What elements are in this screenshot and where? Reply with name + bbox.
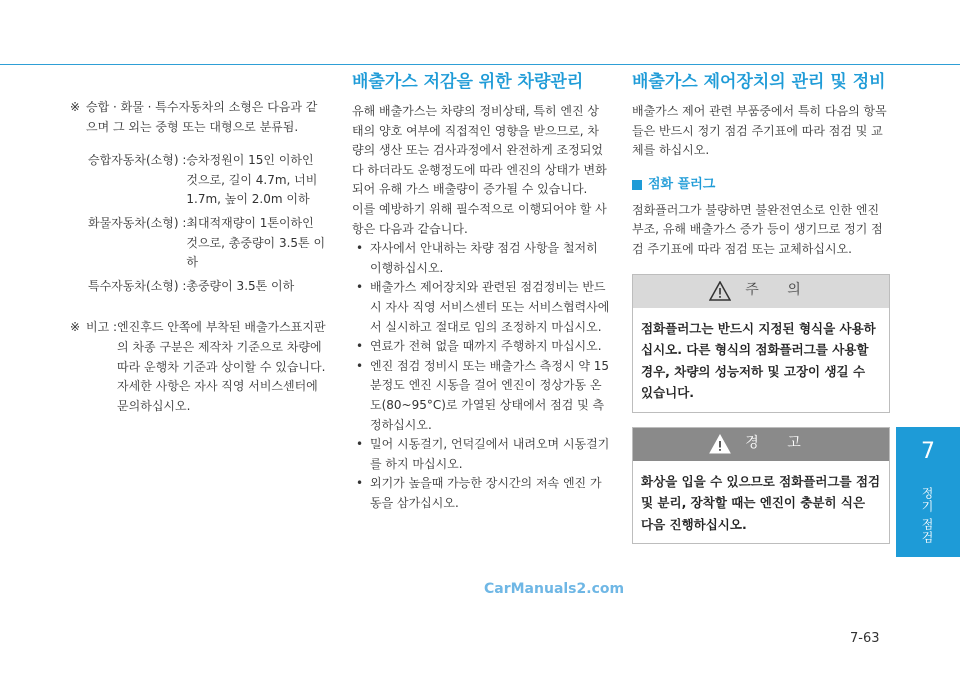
section-heading: 배출가스 제어장치의 관리 및 정비 [632,72,886,92]
list-item [352,474,610,513]
list-item [352,278,610,337]
spec-label: 승합자동차(소형) : [88,153,187,168]
paragraph: 이를 예방하기 위해 필수적으로 이행되어야 할 사항은 다음과 같습니다. [352,201,607,236]
chapter-number: 7 [921,439,935,464]
watermark: CarManuals2.com [484,581,625,597]
remark-text-1: 엔진후드 안쪽에 부착된 배출가스표지판의 차종 구분은 제작차 기준으로 차량에 따라 운행차 기준과 상이할 수 있습니다. [117,320,326,374]
bullet-mark: • [356,358,364,373]
remark-body [117,318,328,416]
list-item [352,357,610,435]
middle-column [352,70,610,513]
section-heading: 배출가스 저감을 위한 차량관리 [352,72,584,92]
paragraph: 배출가스 제어 관련 부품중에서 특히 다음의 항목들은 반드시 정기 점검 주기표에 따라 점검 및 교체를 하십시오. [632,104,887,158]
right-column [632,70,890,544]
chapter-label: 정기 점검 [920,487,934,544]
list-item-text: 외기가 높을때 가능한 장시간의 저속 엔진 가동을 삼가십시오. [370,476,602,510]
list-item [352,337,610,357]
spec-text: 최대적재량이 1톤이하인 것으로, 총중량이 3.5톤 이하 [186,215,326,270]
subsection-heading-text: 점화 플러그 [648,176,716,192]
list-item-text: 연료가 전혀 없을 때까지 주행하지 마십시오. [370,339,602,354]
square-bullet-icon [632,180,642,190]
paragraph: 점화플러그가 불량하면 불완전연소로 인한 엔진부조, 유해 배출가스 증가 등이 생기므로 정기 점검 주기표에 따라 점검 또는 교체하십시오. [632,202,883,256]
spec-label: 특수자동차(소형) : [88,278,187,293]
warning-triangle-icon [709,434,731,454]
remark-text-2: 자세한 사항은 자사 직영 서비스센터에 문의하십시오. [117,379,318,413]
paragraph: 유해 배출가스는 차량의 정비상태, 특히 엔진 상태의 양호 여부에 직접적인 영향을 받으므로, 차량의 생산 또는 검사과정에서 완전하게 조정되었다 하더라도 운행정도에 따라 엔진의 상태가 변화되어 유해 가스 배출량이 증가될 수 있습니다. [352,104,607,197]
chapter-tab [896,427,960,557]
warning-box [632,427,890,545]
warning-text: 화상을 입을 수 있으므로 점화플러그를 점검 및 분리, 장착할 때는 엔진이 충분히 식은 다음 진행하십시오. [641,473,881,532]
warning-triangle-icon [709,281,731,301]
caution-header [633,275,889,308]
reference-mark: ※ [70,100,81,114]
top-rule [0,64,960,65]
bullet-mark: • [356,476,364,491]
remark-label: 비고 : [86,320,118,335]
list-item-text: 엔진 점검 정비시 또는 배출가스 측정시 약 15분정도 엔진 시동을 걸어 엔진이 정상가동 온도(80~95°C)로 가열된 상태에서 점검 및 측정하십시오. [370,358,610,432]
spec-label: 화물자동차(소형) : [88,215,187,230]
caution-box [632,274,890,413]
spec-text: 승차정원이 15인 이하인 것으로, 길이 4.7m, 너비 1.7m, 높이 2.0m 이하 [186,153,318,207]
vehicle-spec-list [88,151,328,296]
spec-truck [88,214,328,273]
list-item-text: 밀어 시동걸기, 언덕길에서 내려오며 시동걸기를 하지 마십시오. [370,437,610,471]
caution-text: 점화플러그는 반드시 지정된 형식을 사용하십시오. 다른 형식의 점화플러그를 사용할 경우, 차량의 성능저하 및 고장이 생길 수 있습니다. [641,320,876,401]
subsection-heading [632,175,890,195]
spec-text: 총중량이 3.5톤 이하 [186,278,295,293]
reference-mark: ※ [70,320,81,335]
caution-title: 주 의 [745,282,813,299]
list-item [352,435,610,474]
list-item-text: 자사에서 안내하는 차량 점검 사항을 철저히 이행하십시오. [370,241,598,275]
bullet-mark: • [356,280,364,295]
warning-title: 경 고 [745,435,813,452]
warning-header [633,428,889,461]
spec-special [88,277,328,297]
list-item [352,239,610,278]
vehicle-class-note-text: 승합 · 화물 · 특수자동차의 소형은 다음과 같으며 그 외는 중형 또는 대형으로 분류됨. [86,100,318,134]
remark-note [70,318,328,416]
vehicle-class-note [70,98,328,137]
spec-bus [88,151,328,210]
bullet-mark: • [356,241,364,256]
bullet-mark: • [356,437,364,452]
bullet-mark: • [356,339,364,354]
left-column [70,98,328,416]
list-item-text: 배출가스 제어장치와 관련된 점검정비는 반드시 자사 직영 서비스센터 또는 서비스협력사에서 실시하고 절대로 임의 조정하지 마십시오. [370,280,610,334]
page-number: 7-63 [850,631,880,646]
bullet-list [352,239,610,513]
